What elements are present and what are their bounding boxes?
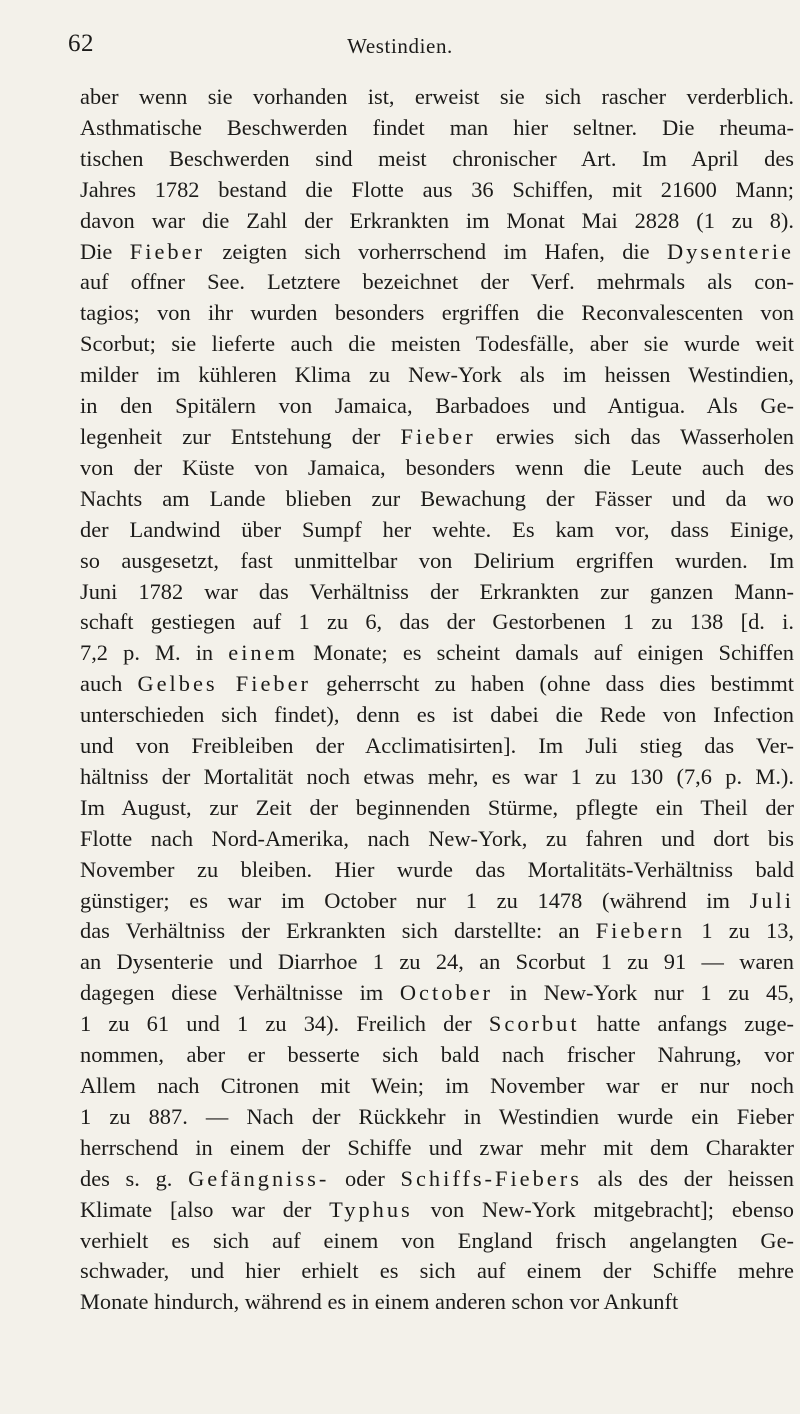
text-line	[80, 1009, 794, 1040]
text-line	[80, 237, 794, 268]
text-line	[80, 700, 794, 731]
spaced-emphasis: October	[399, 980, 493, 1006]
text-line	[80, 762, 794, 793]
text-segment: Flotte nach Nord-Amerika, nach New-York, zu fahren und dort bis	[80, 825, 794, 851]
text-segment: herrschend in einem der Schiffe und zwar mehr mit dem Charakter	[80, 1134, 794, 1160]
page-header	[0, 20, 800, 60]
text-segment: Die	[80, 238, 130, 264]
text-segment: 1 zu 13,	[685, 918, 794, 944]
text-line	[80, 546, 794, 577]
text-line	[80, 824, 794, 855]
text-line	[80, 298, 794, 329]
text-line	[80, 1195, 794, 1226]
text-line	[80, 1102, 794, 1133]
text-segment: zeigten sich vorherrschend im Hafen, die	[204, 238, 667, 264]
text-segment: 1 zu 887. — Nach der Rückkehr in Westindien wurde ein Fieber	[80, 1103, 794, 1129]
text-segment: Jahres 1782 bestand die Flotte aus 36 Schiffen, mit 21600 Mann;	[80, 176, 794, 202]
text-line	[80, 267, 794, 298]
text-line	[80, 638, 794, 669]
text-line	[80, 144, 794, 175]
text-line	[80, 1256, 794, 1287]
running-head: Westindien.	[347, 34, 453, 58]
text-segment: hatte anfangs zuge-	[579, 1011, 794, 1037]
text-line	[80, 886, 794, 917]
text-line	[80, 453, 794, 484]
text-line	[80, 360, 794, 391]
spaced-emphasis: Schiffs-Fiebers	[400, 1165, 582, 1191]
text-line	[80, 793, 794, 824]
text-segment: Juni 1782 war das Verhältniss der Erkrankten zur ganzen Mann-	[80, 578, 794, 604]
text-segment: günstiger; es war im October nur 1 zu 1478 (während im	[80, 887, 750, 913]
text-line	[80, 1226, 794, 1257]
text-line	[80, 577, 794, 608]
text-segment: unterschieden sich findet), denn es ist dabei die Rede von Infection	[80, 702, 794, 728]
text-segment: von der Küste von Jamaica, besonders wenn die Leute auch des	[80, 454, 794, 480]
text-line	[80, 1164, 794, 1195]
text-line	[80, 206, 794, 237]
text-segment: aber wenn sie vorhanden ist, erweist sie sich rascher verderblich.	[80, 84, 794, 109]
text-segment: schwader, und hier erhielt es sich auf einem der Schiffe mehre	[80, 1258, 794, 1284]
spaced-emphasis: Gelbes Fieber	[137, 671, 311, 697]
text-line	[80, 1040, 794, 1071]
text-line	[80, 484, 794, 515]
spaced-emphasis: Scorbut	[488, 1011, 580, 1037]
text-segment: Asthmatische Beschwerden findet man hier seltner. Die rheuma-	[80, 114, 794, 140]
text-segment: so ausgesetzt, fast unmittelbar von Delirium ergriffen wurden. Im	[80, 547, 794, 573]
text-segment: und von Freibleiben der Acclimatisirten]. Im Juli stieg das Ver-	[80, 733, 794, 759]
spaced-emphasis: Gefängniss-	[188, 1165, 330, 1191]
text-segment: an Dysenterie und Diarrhoe 1 zu 24, an Scorbut 1 zu 91 — waren	[80, 949, 794, 975]
body-text	[80, 82, 794, 1318]
text-segment: verhielt es sich auf einem von England frisch angelangten Ge-	[80, 1227, 794, 1253]
text-segment: Allem nach Citronen mit Wein; im November war er nur noch	[80, 1073, 794, 1098]
text-line	[80, 422, 794, 453]
text-segment: 1 zu 61 und 1 zu 34). Freilich der	[80, 1011, 489, 1037]
spaced-emphasis: Fieber	[129, 238, 205, 264]
text-line	[80, 607, 794, 638]
text-line	[80, 515, 794, 546]
text-line	[80, 731, 794, 762]
spaced-emphasis: einem	[228, 640, 298, 666]
text-line	[80, 1071, 794, 1102]
text-segment: tagios; von ihr wurden besonders ergriffen die Reconvalescenten von	[80, 300, 794, 326]
spaced-emphasis: Fieber	[400, 423, 476, 449]
text-segment: milder im kühleren Klima zu New-York als im heissen Westindien,	[80, 362, 794, 388]
text-segment: in den Spitälern von Jamaica, Barbadoes und Antigua. Als Ge-	[80, 393, 794, 419]
text-segment: Im August, zur Zeit der beginnenden Stürme, pflegte ein Theil der	[80, 794, 794, 820]
text-segment: Monate; es scheint damals auf einigen Schiffen	[297, 640, 794, 666]
text-line	[80, 82, 794, 113]
spaced-emphasis: Juli	[749, 887, 794, 913]
text-line	[80, 669, 794, 700]
text-segment: von New-York mitgebracht]; ebenso	[412, 1196, 794, 1222]
text-line	[80, 175, 794, 206]
text-segment: legenheit zur Entstehung der	[80, 423, 401, 449]
text-segment: auf offner See. Letztere bezeichnet der Verf. mehrmals als con-	[80, 269, 794, 295]
text-segment: Klimate [also war der	[80, 1196, 330, 1222]
text-line	[80, 113, 794, 144]
text-line	[80, 916, 794, 947]
text-segment: Nachts am Lande blieben zur Bewachung der Fässer und da wo	[80, 485, 794, 511]
text-segment: geherrscht zu haben (ohne dass dies bestimmt	[311, 671, 794, 697]
text-segment: das Verhältniss der Erkrankten sich darstellte: an	[80, 918, 596, 944]
text-segment: tischen Beschwerden sind meist chronischer Art. Im April des	[80, 145, 794, 171]
text-segment: davon war die Zahl der Erkrankten im Monat Mai 2828 (1 zu 8).	[80, 207, 794, 233]
text-segment: schaft gestiegen auf 1 zu 6, das der Gestorbenen 1 zu 138 [d. i.	[80, 609, 794, 635]
text-segment: der Landwind über Sumpf her wehte. Es kam vor, dass Einige,	[80, 516, 794, 542]
text-segment: des s. g.	[80, 1165, 189, 1191]
text-segment: erwies sich das Wasserholen	[475, 423, 794, 449]
text-line	[80, 329, 794, 360]
text-line	[80, 947, 794, 978]
page-number: 62	[68, 30, 94, 57]
text-segment: auch	[80, 671, 138, 697]
text-segment: November zu bleiben. Hier wurde das Mortalitäts-Verhältniss bald	[80, 856, 794, 882]
spaced-emphasis: Dysenterie	[667, 238, 794, 264]
text-segment: in New-York nur 1 zu 45,	[493, 980, 794, 1006]
text-segment: dagegen diese Verhältnisse im	[80, 980, 400, 1006]
text-segment: Scorbut; sie lieferte auch die meisten Todesfälle, aber sie wurde weit	[80, 331, 794, 357]
text-segment: 7,2 p. M. in	[80, 640, 229, 666]
text-line	[80, 1133, 794, 1164]
text-line	[80, 1287, 794, 1318]
text-segment: nommen, aber er besserte sich bald nach frischer Nahrung, vor	[80, 1042, 794, 1068]
text-line	[80, 855, 794, 886]
text-line	[80, 978, 794, 1009]
text-segment: hältniss der Mortalität noch etwas mehr, es war 1 zu 130 (7,6 p. M.).	[80, 763, 794, 789]
text-segment: oder	[329, 1165, 401, 1191]
text-segment: Monate hindurch, während es in einem anderen schon vor Ankunft	[80, 1289, 679, 1315]
spaced-emphasis: Fiebern	[595, 918, 686, 944]
spaced-emphasis: Typhus	[329, 1196, 413, 1222]
text-line	[80, 391, 794, 422]
text-segment: als des der heissen	[581, 1165, 794, 1191]
